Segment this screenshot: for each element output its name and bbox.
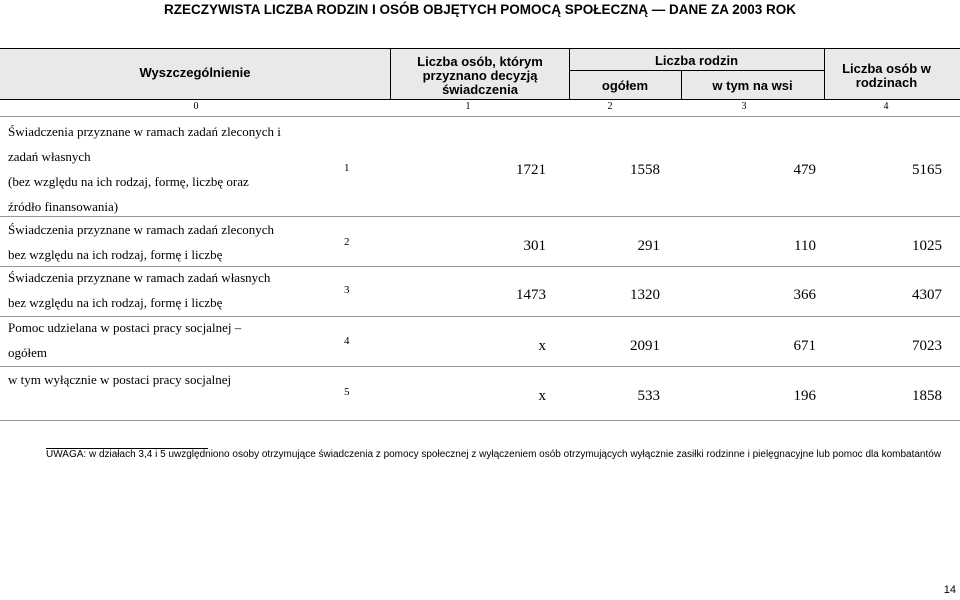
header-families-total: ogółem <box>601 78 649 93</box>
row-rule <box>0 366 960 367</box>
row-label-line: Świadczenia przyznane w ramach zadań zleconych <box>8 222 274 237</box>
cell-persons: 301 <box>523 238 546 254</box>
cell-persons: 1473 <box>516 287 546 303</box>
cell-members: 1858 <box>912 388 942 404</box>
column-number: 0 <box>193 101 199 112</box>
row-label-line: bez względu na ich rodzaj, formę i liczbę <box>8 295 223 310</box>
footnote: UWAGA: w działach 3,4 i 5 uwzględniono osoby otrzymujące świadczenia z pomocy społecznej z wyłączeniem osób otrzymujących wyłącznie zasiłki rodzinne i pielęgnacyjne lub pomoc dla kombatantów <box>46 449 942 460</box>
column-number: 1 <box>465 101 471 112</box>
cell-families-rural: 671 <box>793 338 816 354</box>
row-rule <box>0 420 960 421</box>
cell-families-rural: 110 <box>794 238 816 254</box>
row-number: 1 <box>344 162 350 174</box>
header-divider <box>390 48 391 99</box>
row-rule <box>0 216 960 217</box>
cell-families-rural: 366 <box>793 287 816 303</box>
row-rule <box>0 266 960 267</box>
row-number: 3 <box>344 284 350 296</box>
row-number: 5 <box>344 386 350 398</box>
header-members-line: Liczba osób w <box>842 61 931 76</box>
row-number: 4 <box>344 335 350 347</box>
cell-members: 4307 <box>912 287 942 303</box>
cell-persons: x <box>538 388 546 404</box>
page-title: RZECZYWISTA LICZBA RODZIN I OSÓB OBJĘTYCH POMOCĄ SPOŁECZNĄ — DANE ZA 2003 ROK <box>163 2 797 17</box>
row-label-line: (bez względu na ich rodzaj, formę, liczbę oraz <box>8 174 249 189</box>
row-label-line: w tym wyłącznie w postaci pracy socjalnej <box>8 372 232 387</box>
header-spec: Wyszczególnienie <box>139 65 251 80</box>
cell-families-total: 291 <box>637 238 660 254</box>
header-top-rule <box>0 48 960 49</box>
table-row-label <box>8 222 274 272</box>
cell-members: 7023 <box>912 338 942 354</box>
page-number: 14 <box>943 584 956 596</box>
header-members <box>824 62 949 90</box>
cell-persons: x <box>538 338 546 354</box>
row-rule <box>0 316 960 317</box>
header-members-line: rodzinach <box>855 75 918 90</box>
header-bottom-rule <box>0 99 960 100</box>
header-persons-line: przyznano decyzją <box>422 68 538 83</box>
cell-members: 1025 <box>912 238 942 254</box>
row-label-line: ogółem <box>8 345 47 360</box>
row-label-line: źródło finansowania) <box>8 199 119 214</box>
row-label-line: zadań własnych <box>8 149 91 164</box>
table-row-label <box>8 372 231 397</box>
column-number-rule <box>0 116 960 117</box>
cell-members: 5165 <box>912 162 942 178</box>
column-number: 4 <box>883 101 889 112</box>
cell-families-rural: 196 <box>793 388 816 404</box>
header-persons-line: świadczenia <box>442 82 518 97</box>
header-families: Liczba rodzin <box>654 53 739 68</box>
cell-families-total: 2091 <box>630 338 660 354</box>
column-number: 3 <box>741 101 747 112</box>
row-label-line: Pomoc udzielana w postaci pracy socjalnej – <box>8 320 242 335</box>
cell-families-total: 1558 <box>630 162 660 178</box>
header-persons-line: Liczba osób, którym <box>417 54 543 69</box>
cell-persons: 1721 <box>516 162 546 178</box>
table-row-label <box>8 124 281 224</box>
header-families-rural: w tym na wsi <box>712 78 793 93</box>
table-row-label <box>8 320 241 370</box>
header-persons <box>393 55 567 97</box>
row-label-line: bez względu na ich rodzaj, formę i liczbę <box>8 247 223 262</box>
column-number: 2 <box>607 101 613 112</box>
row-label-line: Świadczenia przyznane w ramach zadań zleconych i <box>8 124 281 139</box>
cell-families-total: 533 <box>637 388 660 404</box>
families-subrule <box>569 70 824 71</box>
row-label-line: Świadczenia przyznane w ramach zadań własnych <box>8 270 271 285</box>
row-number: 2 <box>344 236 350 248</box>
cell-families-total: 1320 <box>630 287 660 303</box>
table-row-label <box>8 270 270 320</box>
cell-families-rural: 479 <box>793 162 816 178</box>
